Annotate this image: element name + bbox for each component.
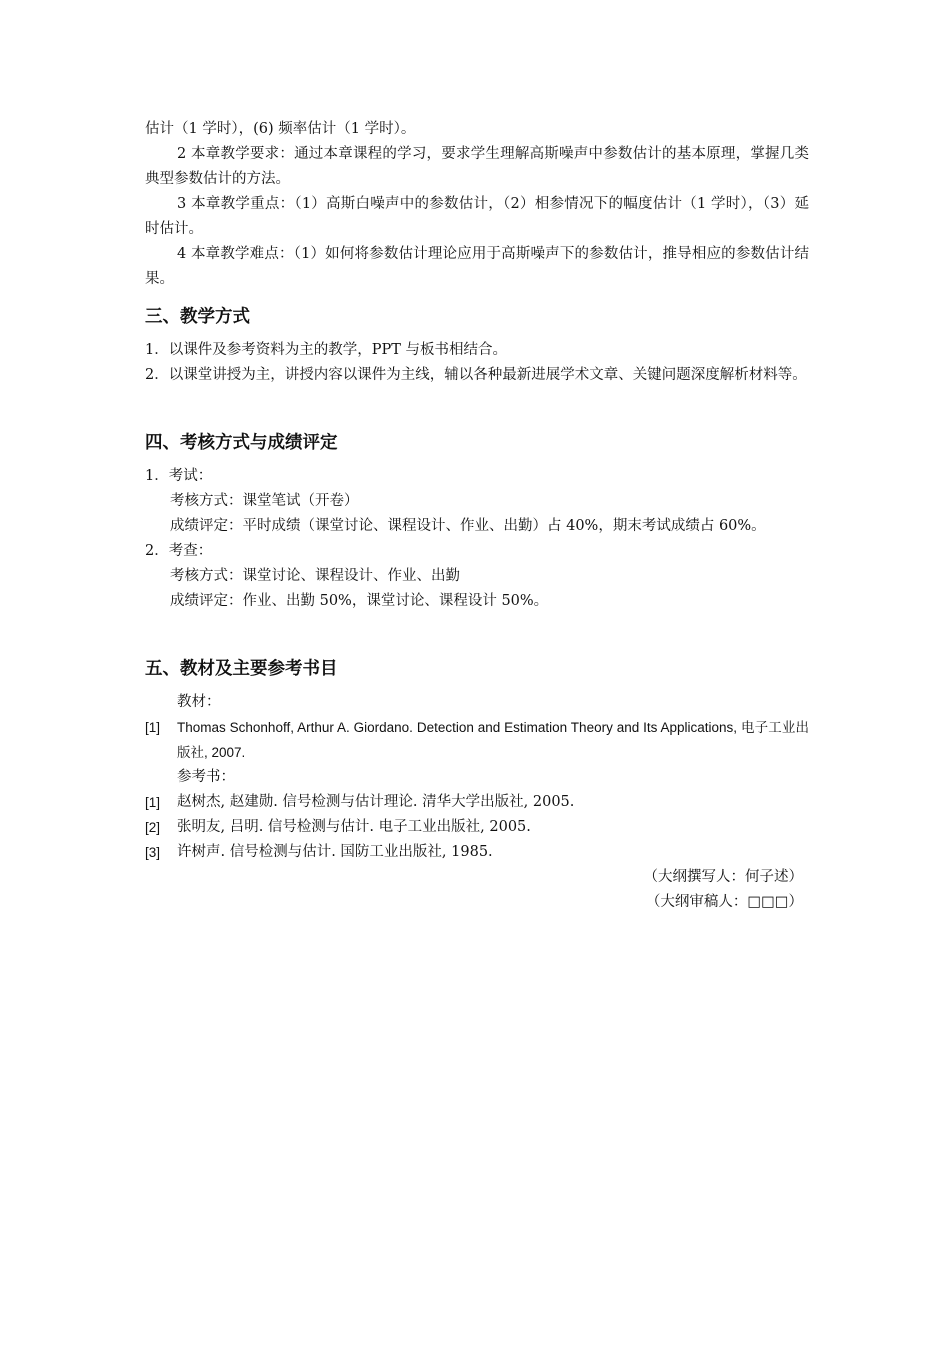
reference-number: [3]	[145, 845, 161, 860]
syllabus-author: （大纲撰写人：何子述）	[643, 869, 803, 885]
teaching-method-item: 1．以课件及参考资料为主的教学，PPT 与板书相结合。	[145, 342, 508, 358]
section-title-teaching-method: 三、教学方式	[145, 307, 250, 327]
reference-text: 赵树杰, 赵建勋. 信号检测与估计理论. 清华大学出版社, 2005.	[177, 794, 575, 810]
section-title-textbooks: 五、教材及主要参考书目	[145, 659, 338, 679]
syllabus-reviewer: （大纲审稿人：□□□）	[645, 894, 803, 910]
chapter-key-points: 3 本章教学重点：（1）高斯白噪声中的参数估计，（2）相参情况下的幅度估计（1 学时），（3）延时估计。	[145, 196, 809, 237]
reference-number: [1]	[145, 795, 161, 810]
chapter-requirements: 2 本章教学要求：通过本章课程的学习，要求学生理解高斯噪声中参数估计的基本原理，掌握几类典型参数估计的方法。	[145, 146, 809, 187]
references-label: 参考书：	[177, 769, 235, 785]
reference-entry	[145, 815, 809, 840]
chapter-difficulties: 4 本章教学难点：（1）如何将参数估计理论应用于高斯噪声下的参数估计，推导相应的参数估计结果。	[145, 246, 809, 287]
exam-method: 考核方式：课堂笔试（开卷）	[170, 493, 359, 509]
reference-text: 许树声. 信号检测与估计. 国防工业出版社, 1985.	[177, 844, 493, 860]
reference-number: [1]	[145, 720, 161, 735]
reference-text: Thomas Schonhoff, Arthur A. Giordano. Detection and Estimation Theory and Its Applications, 电子工业出版社, 2007.	[177, 720, 809, 760]
chapter-hours-line: 估计（1 学时），(6) 频率估计（1 学时）。	[145, 121, 416, 137]
textbook-label: 教材：	[177, 694, 221, 710]
document-body	[145, 117, 809, 915]
textbook-entry	[145, 715, 809, 765]
reference-text: 张明友, 吕明. 信号检测与估计. 电子工业出版社, 2005.	[177, 819, 531, 835]
section-title-assessment: 四、考核方式与成绩评定	[145, 433, 338, 453]
exam-label: 1．考试：	[145, 468, 213, 484]
teaching-method-item: 2．以课堂讲授为主，讲授内容以课件为主线，辅以各种最新进展学术文章、关键问题深度解析材料等。	[145, 367, 807, 383]
reference-entry	[145, 840, 809, 865]
reference-entry	[145, 790, 809, 815]
reference-number: [2]	[145, 820, 161, 835]
check-grade: 成绩评定：作业、出勤 50%，课堂讨论、课程设计 50%。	[170, 593, 549, 609]
exam-grade: 成绩评定：平时成绩（课堂讨论、课程设计、作业、出勤）占 40%，期末考试成绩占 60%。	[170, 518, 766, 534]
check-label: 2．考查：	[145, 543, 213, 559]
check-method: 考核方式：课堂讨论、课程设计、作业、出勤	[170, 568, 460, 584]
